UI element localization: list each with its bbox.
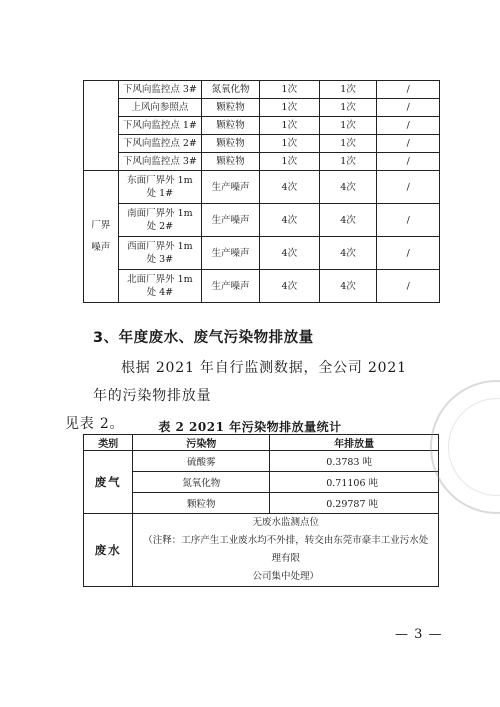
- pollutant-cell: 颗粒物: [202, 117, 260, 135]
- emission-value-cell: 0.71106 吨: [270, 472, 439, 493]
- monitoring-point-cell: 下风向监控点 3#: [118, 153, 202, 171]
- note-line: 公司集中处理）: [252, 571, 319, 582]
- frequency-cell: 1次: [259, 135, 319, 153]
- table-caption: 表 2 2021 年污染物排放量统计: [158, 420, 342, 434]
- remark-cell: /: [377, 135, 440, 153]
- table-row: [84, 204, 440, 237]
- pollutant-cell: 生产噪声: [202, 204, 260, 237]
- remark-cell: /: [377, 153, 440, 171]
- frequency-cell: 1次: [259, 153, 319, 171]
- table-row: [84, 472, 439, 493]
- frequency-cell: 4次: [259, 237, 319, 270]
- table-row: [84, 270, 440, 303]
- pollutant-cell: 生产噪声: [202, 171, 260, 204]
- category-cell: 废水: [84, 514, 133, 587]
- frequency-cell: 4次: [319, 204, 377, 237]
- official-seal-stamp: [430, 380, 500, 514]
- remark-cell: /: [377, 117, 440, 135]
- table-row: [84, 99, 440, 117]
- pollutant-cell: 生产噪声: [202, 237, 260, 270]
- frequency-cell: 1次: [259, 99, 319, 117]
- frequency-cell: 1次: [259, 81, 319, 99]
- remark-cell: /: [377, 237, 440, 270]
- column-header: 类别: [84, 435, 133, 451]
- table-row: [84, 117, 440, 135]
- remark-cell: /: [377, 81, 440, 99]
- table-row: [84, 153, 440, 171]
- frequency-cell: 1次: [319, 135, 377, 153]
- table-cell: [84, 81, 119, 171]
- frequency-cell: 1次: [319, 99, 377, 117]
- table-header-row: [84, 435, 439, 451]
- table-row: [84, 171, 440, 204]
- pollutant-cell: 颗粒物: [202, 153, 260, 171]
- pollutant-cell: 颗粒物: [202, 99, 260, 117]
- monitoring-point-cell: 东面厂界外 1m 处 1#: [118, 171, 202, 204]
- noise-group-cell: 厂界噪声: [84, 171, 119, 303]
- monitoring-frequency-table: [83, 80, 440, 303]
- wastewater-note-cell: [133, 514, 439, 587]
- remark-cell: /: [377, 204, 440, 237]
- monitoring-point-cell: 西面厂界外 1m 处 3#: [118, 237, 202, 270]
- pollutant-cell: 氮氧化物: [202, 81, 260, 99]
- remark-cell: /: [377, 99, 440, 117]
- table-row: [84, 493, 439, 514]
- frequency-cell: 4次: [259, 171, 319, 204]
- section-heading: 3、年度废水、废气污染物排放量: [93, 330, 314, 346]
- column-header: 年排放量: [270, 435, 439, 451]
- pollutant-cell: 颗粒物: [133, 493, 270, 514]
- frequency-cell: 4次: [319, 171, 377, 204]
- emissions-table: [83, 434, 439, 587]
- table-row: [84, 514, 439, 587]
- frequency-cell: 1次: [319, 81, 377, 99]
- table-row: [84, 135, 440, 153]
- note-line: 无废水监测点位: [252, 517, 319, 528]
- frequency-cell: 1次: [319, 153, 377, 171]
- frequency-cell: 4次: [319, 270, 377, 303]
- category-cell: 废气: [84, 451, 133, 514]
- pollutant-cell: 硫酸雾: [133, 451, 270, 472]
- frequency-cell: 4次: [319, 237, 377, 270]
- frequency-cell: 4次: [259, 270, 319, 303]
- emission-value-cell: 0.3783 吨: [270, 451, 439, 472]
- monitoring-point-cell: 下风向监控点 3#: [118, 81, 202, 99]
- frequency-cell: 1次: [259, 117, 319, 135]
- monitoring-point-cell: 下风向监控点 2#: [118, 135, 202, 153]
- pollutant-cell: 氮氧化物: [133, 472, 270, 493]
- pollutant-cell: 颗粒物: [202, 135, 260, 153]
- pollutant-cell: 生产噪声: [202, 270, 260, 303]
- frequency-cell: 4次: [259, 204, 319, 237]
- table-row: [84, 237, 440, 270]
- note-line: （注释：工序产生工业废水均不外排，转交由东莞市豪丰工业污水处理有限: [143, 535, 429, 564]
- monitoring-point-cell: 上风向参照点: [118, 99, 202, 117]
- monitoring-point-cell: 北面厂界外 1m 处 4#: [118, 270, 202, 303]
- paragraph-line: 见表 2。: [65, 416, 125, 432]
- monitoring-point-cell: 下风向监控点 1#: [118, 117, 202, 135]
- monitoring-point-cell: 南面厂界外 1m 处 2#: [118, 204, 202, 237]
- remark-cell: /: [377, 171, 440, 204]
- paragraph-line: 根据 2021 年自行监测数据，全公司 2021 年的污染物排放量: [93, 360, 407, 404]
- frequency-cell: 1次: [319, 117, 377, 135]
- column-header: 污染物: [133, 435, 270, 451]
- table-row: [84, 81, 440, 99]
- emission-value-cell: 0.29787 吨: [270, 493, 439, 514]
- page-number: — 3 —: [395, 627, 443, 642]
- remark-cell: /: [377, 270, 440, 303]
- table-row: [84, 451, 439, 472]
